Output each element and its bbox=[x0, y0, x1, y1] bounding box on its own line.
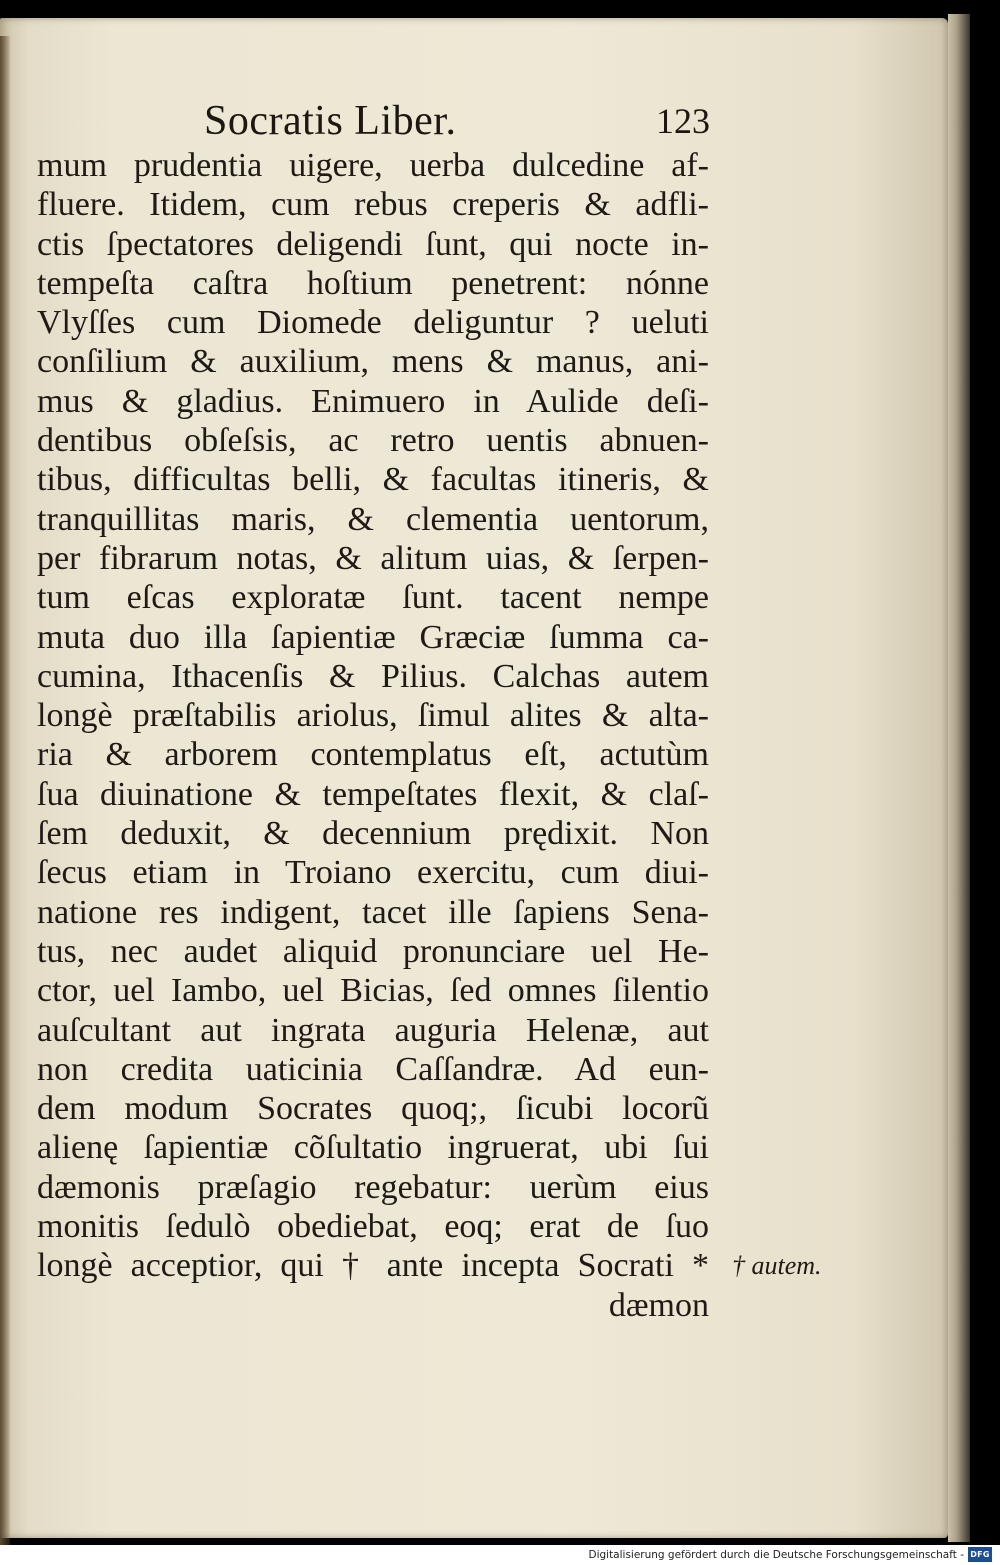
text-line: ria & arborem contemplatus eſt, actutùm bbox=[37, 736, 709, 774]
text-line: ctor, uel Iambo, uel Bicias, ſed omnes ſilentio bbox=[37, 972, 709, 1010]
text-line: natione res indigent, tacet ille ſapiens Sena- bbox=[37, 893, 709, 931]
text-line: longè acceptior, qui † ante incepta Socrati * bbox=[37, 1247, 709, 1285]
text-line: longè præſtabilis ariolus, ſimul alites & alta- bbox=[37, 697, 709, 735]
text-line: ſem deduxit, & decennium prędixit. Non bbox=[37, 815, 709, 853]
text-line: ſecus etiam in Troiano exercitu, cum diui- bbox=[37, 854, 709, 892]
text-line: mum prudentia uigere, uerba dulcedine af- bbox=[37, 147, 709, 184]
text-line: dentibus obſeſsis, ac retro uentis abnuen- bbox=[37, 422, 709, 460]
page-binding-shadow bbox=[0, 36, 10, 1556]
text-line: alienę ſapientiæ cõſultatio ingruerat, ubi ſui bbox=[37, 1129, 709, 1167]
text-line: ctis ſpectatores deligendi ſunt, qui nocte in- bbox=[37, 225, 709, 263]
footer-bar bbox=[0, 1545, 1000, 1565]
text-line: mus & gladius. Enimuero in Aulide deſi- bbox=[37, 382, 709, 420]
page-edge bbox=[948, 14, 970, 1542]
text-line: tibus, difficultas belli, & facultas itineris, & bbox=[37, 461, 709, 499]
text-line: cumina, Ithacenſis & Pilius. Calchas autem bbox=[37, 657, 709, 695]
text-line: muta duo illa ſapientiæ Græciæ ſumma ca- bbox=[37, 618, 709, 656]
text-line: auſcultant aut ingrata auguria Helenæ, aut bbox=[37, 1011, 709, 1049]
text-line: tus, nec audet aliquid pronunciare uel He- bbox=[37, 932, 709, 970]
page-number: 123 bbox=[656, 101, 710, 141]
footer-credit: Digitalisierung gefördert durch die Deutsche Forschungsgemeinschaft - bbox=[588, 1549, 964, 1561]
text-line: fluere. Itidem, cum rebus creperis & adfli- bbox=[37, 186, 709, 224]
dfg-logo: DFG bbox=[968, 1547, 992, 1562]
text-line: dem modum Socrates quoq;, ſicubi locorũ bbox=[37, 1090, 709, 1128]
text-line: non credita uaticinia Caſſandræ. Ad eun- bbox=[37, 1050, 709, 1088]
text-line: ſua diuinatione & tempeſtates flexit, & claſ- bbox=[37, 775, 709, 813]
text-line: tum eſcas exploratæ ſunt. tacent nempe bbox=[37, 579, 709, 617]
running-head bbox=[0, 96, 948, 146]
text-line: conſilium & auxilium, mens & manus, ani- bbox=[37, 343, 709, 381]
book-page bbox=[0, 18, 948, 1538]
text-line: per fibrarum notas, & alitum uias, & ſerpen- bbox=[37, 539, 709, 577]
text-line: Vlyſſes cum Diomede deliguntur ? ueluti bbox=[37, 304, 709, 342]
text-line: tempeſta caſtra hoſtium penetrent: nónne bbox=[37, 264, 709, 302]
text-line: dæmon bbox=[608, 1286, 709, 1324]
text-line: monitis ſedulò obediebat, eoq; erat de ſuo bbox=[37, 1208, 709, 1246]
body-text bbox=[37, 146, 709, 1325]
text-line: dæmonis præſagio regebatur: uerùm eius bbox=[37, 1168, 709, 1206]
running-title: Socratis Liber. bbox=[204, 98, 457, 144]
text-line: tranquillitas maris, & clementia uentorum, bbox=[37, 500, 709, 538]
margin-note: † autem. bbox=[732, 1251, 822, 1280]
